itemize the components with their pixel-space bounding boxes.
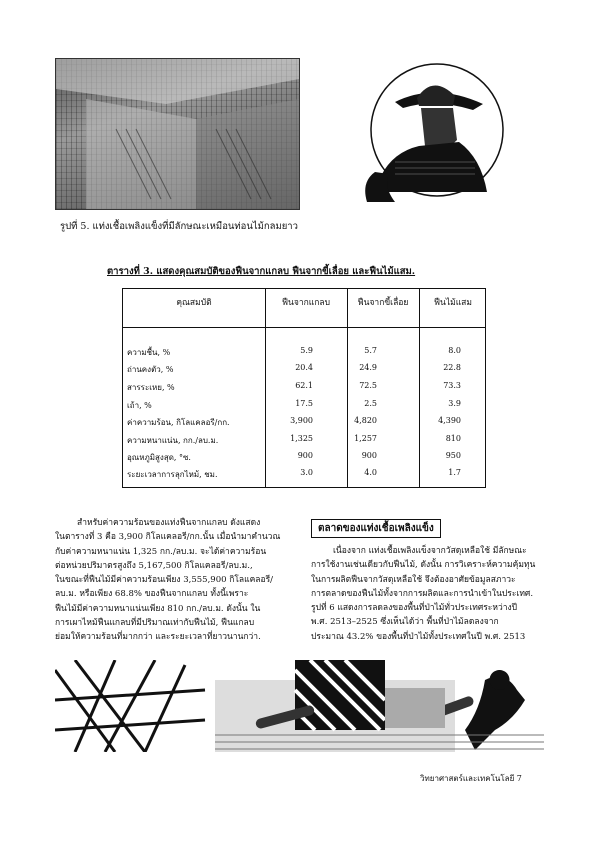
table-cell: 62.1	[295, 381, 313, 390]
text-line: การตลาดของฟืนไม้ทั้งจากการผลิตและการนำเข้าในประเทศ.	[311, 588, 534, 599]
table-cell: 8.0	[448, 346, 461, 355]
table-cell: 24.9	[359, 363, 377, 372]
table-cell: ระยะเวลาการลุกไหม้, ชม.	[127, 470, 218, 479]
text-line: ในขณะที่ฟืนไม้มีค่าความร้อนเพียง 3,555,900 กิโลแคลอรี/	[55, 575, 274, 586]
text-line: รูปที่ 6 แสดงการลดลงของพื้นที่ป่าไม้ทั่วประเทศระหว่างปี	[311, 603, 518, 614]
table-cell: 1,325	[290, 434, 313, 443]
table-cell: 3,900	[290, 416, 313, 425]
table-cell: ถ่านคงตัว, %	[127, 365, 174, 374]
table-header-rice-husk: ฟืนจากแกลบ	[282, 298, 330, 308]
table-cell: ค่าความร้อน, กิโลแคลอรี/กก.	[127, 418, 230, 427]
table-cell: 950	[445, 451, 461, 460]
text-line: ฟืนไม้มีค่าความหนาแน่นเพียง 810 กก./ลบ.ม. ดังนั้น ใน	[55, 603, 261, 614]
table-cell: 900	[361, 451, 377, 460]
table-cell: 72.5	[359, 381, 377, 390]
page-footer: วิทยาศาสตร์และเทคโนโลยี 7	[420, 774, 522, 783]
text-line: การใช้งานเช่นเดียวกับฟืนไม้, ดังนั้น การวิเคราะห์ความคุ้มทุน	[311, 560, 536, 571]
table-row	[123, 363, 485, 378]
table-cell: 3.9	[448, 399, 461, 408]
table-cell: 22.8	[443, 363, 461, 372]
decorative-bottom-illustration	[55, 660, 544, 752]
table-row	[123, 346, 485, 361]
table-cell: 1.7	[448, 468, 461, 477]
table-cell: 20.4	[295, 363, 313, 372]
table-cell: 5.7	[364, 346, 377, 355]
table-title: ตารางที่ 3. แสดงคุณสมบัติของฟืนจากแกลบ ฟืนจากขี้เลื่อย และฟืนไม้แสม.	[107, 266, 416, 277]
table-row	[123, 434, 485, 449]
text-line: การเผาไหม้ฟืนแกลบที่มีปริมาณเท่ากับฟืนไม้, ฟืนแกลบ	[55, 618, 255, 629]
table-cell: ความหนาแน่น, กก./ลบ.ม.	[127, 436, 219, 445]
text-line: ในการผลิตฟืนจากวัสดุเหลือใช้ จึงต้องอาศัยข้อมูลสภาวะ	[311, 574, 516, 585]
table-cell: เถ้า, %	[127, 401, 152, 410]
table-row	[123, 399, 485, 414]
table-cell: 4.0	[364, 468, 377, 477]
table-cell: อุณหภูมิสูงสุด, °ซ.	[127, 453, 191, 462]
table-cell: 73.3	[443, 381, 461, 390]
text-line: ย่อมให้ความร้อนที่มากกว่า และระยะเวลาที่ยาวนานกว่า.	[55, 632, 261, 643]
body-text-left	[55, 516, 300, 645]
text-line: กับค่าความหนาแน่น 1,325 กก./ลบ.ม. จะได้ค่าความร้อน	[55, 546, 267, 557]
table-cell: 2.5	[364, 399, 377, 408]
table-row	[123, 416, 485, 431]
table-cell: 3.0	[300, 468, 313, 477]
text-line: ลบ.ม. หรือเพียง 68.8% ของฟืนจากแกลบ ทั้งนี้เพราะ	[55, 589, 249, 600]
table-cell: ความชื้น, %	[127, 348, 171, 357]
table-header-sawdust: ฟืนจากขี้เลื่อย	[357, 298, 409, 308]
farmer-silhouette-illustration	[355, 62, 505, 212]
text-line: พ.ศ. 2513–2525 ซึ่งเห็นได้ว่า พื้นที่ป่าไม้ลดลงจาก	[311, 617, 499, 628]
text-line: เนื่องจาก แท่งเชื้อเพลิงแข็งจากวัสดุเหลือใช้ มีลักษณะ	[333, 546, 527, 556]
section-heading: ตลาดของแท่งเชื้อเพลิงแข็ง	[311, 519, 441, 538]
table-cell: 17.5	[295, 399, 313, 408]
text-line: ต่อหน่วยปริมาตรสูงถึง 5,167,500 กิโลแคลอรี/ลบ.ม.,	[55, 560, 253, 571]
table-cell: 4,390	[438, 416, 461, 425]
table-header-property: คุณสมบัติ	[176, 298, 212, 308]
body-text-right	[311, 544, 546, 644]
table-header-mangrove-wood: ฟืนไม้แสม	[434, 298, 472, 308]
table-row	[123, 451, 485, 466]
table-row	[123, 381, 485, 396]
table-cell: 900	[297, 451, 313, 460]
table-cell: 1,257	[354, 434, 377, 443]
table-row	[123, 468, 485, 483]
text-line: ประมาณ 43.2% ของพื้นที่ป่าไม้ทั้งประเทศในปี พ.ศ. 2513	[311, 631, 526, 642]
figure-caption: รูปที่ 5. แท่งเชื้อเพลิงแข็งที่มีลักษณะเหมือนท่อนไม้กลมยาว	[60, 221, 298, 232]
table-cell: สารระเหย, %	[127, 383, 175, 392]
table-cell: 810	[445, 434, 461, 443]
briquette-stack-photo	[55, 58, 300, 210]
table-cell: 4,820	[354, 416, 377, 425]
table-cell: 5.9	[300, 346, 313, 355]
properties-table	[122, 288, 486, 488]
text-line: สำหรับค่าความร้อนของแท่งฟืนจากแกลบ ดังแสดง	[77, 518, 261, 528]
text-line: ในตารางที่ 3 คือ 3,900 กิโลแคลอรี/กก.นั้น เมื่อนำมาคำนวณ	[55, 532, 281, 543]
